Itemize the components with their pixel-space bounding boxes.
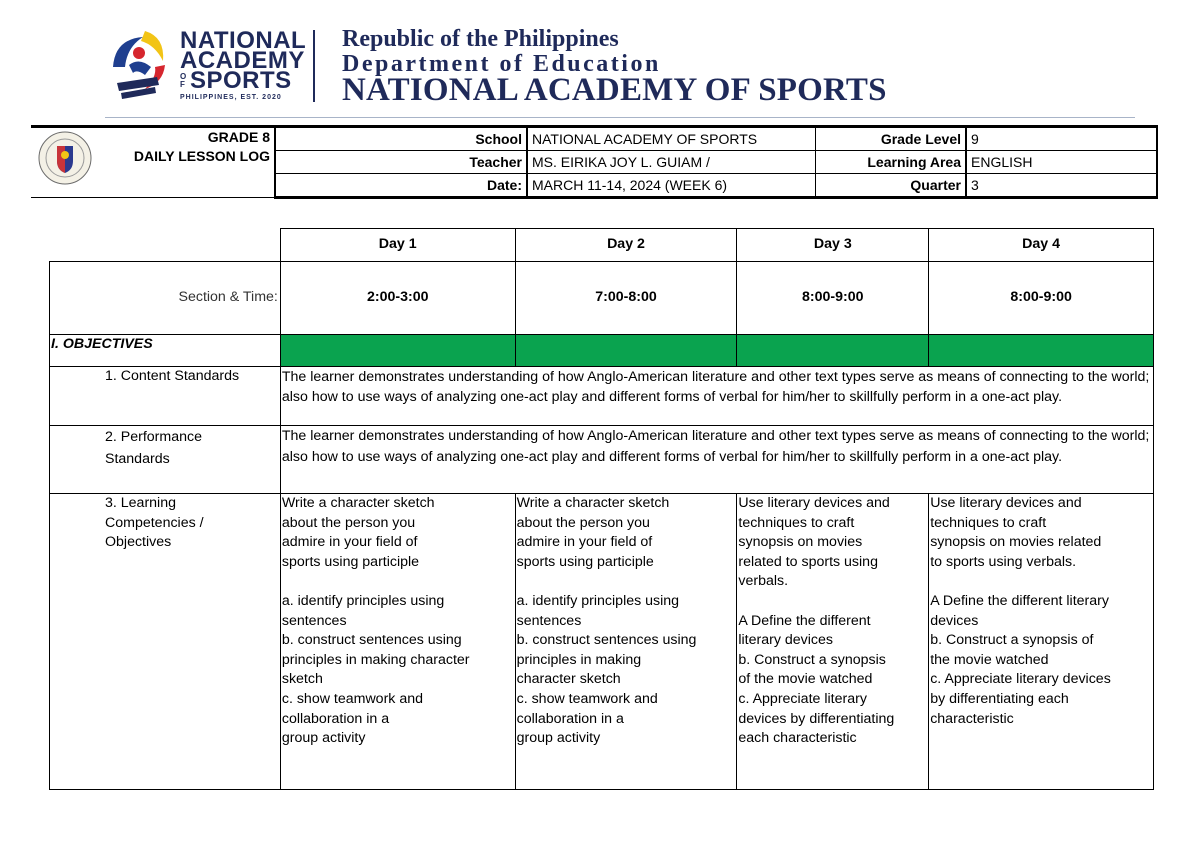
nas-logo-icon: [105, 27, 175, 105]
grade-level-value: 9: [966, 127, 1157, 151]
date-value: MARCH 11-14, 2024 (WEEK 6): [527, 174, 816, 198]
school-label: School: [275, 127, 527, 151]
objectives-bar-day-2: [515, 335, 737, 367]
learning-area-label: Learning Area: [816, 151, 967, 174]
header-school-name: NATIONAL ACADEMY OF SPORTS: [342, 72, 887, 108]
competencies-day-2: Write a character sketch about the person you admire in your field of sports using participle a. identify principles using sentences b. construct sentences using principles in making character sketch c. show teamwork and collaboration in a group activity: [515, 494, 737, 790]
deped-seal-icon: [38, 131, 92, 185]
header-department: Department of Education: [342, 51, 661, 77]
time-day-3: 8:00-9:00: [737, 262, 929, 335]
header-divider: [313, 30, 315, 102]
blank-corner-cell: [50, 229, 281, 262]
content-standards-label: 1. Content Standards: [50, 367, 281, 426]
nas-logo-word-national: NATIONAL: [180, 27, 307, 54]
grade-level-label: Grade Level: [816, 127, 967, 151]
competencies-day-3: Use literary devices and techniques to craft synopsis on movies related to sports using verbals. A Define the different literary devices b. Construct a synopsis of the movie watched c. Appreciate literary devices by differentiating each characteristic: [737, 494, 929, 790]
day-header-1: Day 1: [280, 229, 515, 262]
header-rule: [105, 117, 1135, 118]
objectives-bar-day-3: [737, 335, 929, 367]
teacher-label: Teacher: [275, 151, 527, 174]
header-republic: Republic of the Philippines: [342, 26, 619, 52]
competencies-day-1: Write a character sketch about the person you admire in your field of sports using participle a. identify principles using sentences b. construct sentences using principles in making character sketch c. show teamwork and collaboration in a group activity: [280, 494, 515, 790]
daily-lesson-log-title: DAILY LESSON LOG: [133, 148, 270, 164]
lesson-log-info-table: [31, 125, 1158, 199]
day-header-2: Day 2: [515, 229, 737, 262]
day-header-4: Day 4: [929, 229, 1154, 262]
learning-area-value: ENGLISH: [966, 151, 1157, 174]
daily-lesson-table: [49, 228, 1154, 790]
performance-standards-label: 2. Performance Standards: [50, 426, 281, 494]
quarter-value: 3: [966, 174, 1157, 198]
content-standards-text: The learner demonstrates understanding of how Anglo-American literature and other text types serve as means of connecting to the world; also how to use ways of analyzing one-act play and different forms of verbal for him/her to skillfully perform in a one-act play.: [280, 367, 1153, 426]
grade-title: GRADE 8: [207, 129, 270, 145]
nas-logo-word-of: OF: [180, 72, 187, 89]
quarter-label: Quarter: [816, 174, 967, 198]
date-label: Date:: [275, 174, 527, 198]
time-day-1: 2:00-3:00: [280, 262, 515, 335]
performance-standards-text: The learner demonstrates understanding of how Anglo-American literature and other text types serve as means of connecting to the world; also how to use ways of analyzing one-act play and different forms of verbal for him/her to skillfully perform in a one-act play.: [280, 426, 1153, 494]
competencies-day-4: Use literary devices and techniques to craft synopsis on movies related to sports using verbals. A Define the different literary devices b. Construct a synopsis of the movie watched c. Appreciate literary devices by differentiating each characteristic: [929, 494, 1154, 790]
objectives-bar-day-1: [280, 335, 515, 367]
objectives-bar-day-4: [929, 335, 1154, 367]
nas-logo-word-sports: [180, 69, 292, 93]
school-value: NATIONAL ACADEMY OF SPORTS: [527, 127, 816, 151]
learning-competencies-label: 3. Learning Competencies / Objectives: [50, 494, 281, 790]
nas-logo-word-academy: ACADEMY: [180, 47, 305, 74]
time-day-4: 8:00-9:00: [929, 262, 1154, 335]
section-time-label: Section & Time:: [50, 262, 281, 335]
nas-logo-word-sports-text: SPORTS: [190, 67, 292, 94]
objectives-heading: I. OBJECTIVES: [50, 335, 281, 367]
day-header-3: Day 3: [737, 229, 929, 262]
nas-logo-established: PHILIPPINES, EST. 2020: [180, 94, 282, 101]
teacher-value: MS. EIRIKA JOY L. GUIAM /: [527, 151, 816, 174]
time-day-2: 7:00-8:00: [515, 262, 737, 335]
